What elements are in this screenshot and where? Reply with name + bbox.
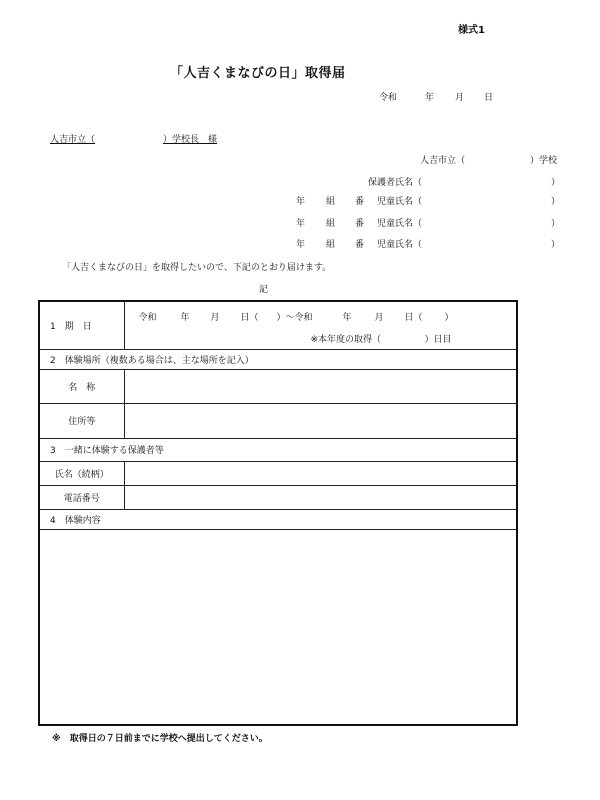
guardian-phone-label: 電話番号 (39, 485, 124, 509)
period-era1: 令和 (138, 313, 157, 323)
child-number: 番 (355, 219, 365, 229)
child-year: 年 (296, 197, 306, 207)
content-section-row (39, 509, 517, 529)
place-name-label: 名 称 (39, 369, 124, 403)
period-c2: ） (444, 313, 454, 323)
addressee-prefix: 人吉市立（ (50, 135, 96, 145)
child-number: 番 (355, 197, 365, 207)
period-y1: 年 (180, 313, 190, 323)
guardian-label: 保護者氏名（ (368, 178, 423, 188)
school-prefix: 人吉市立（ (420, 156, 466, 166)
place-name-input[interactable] (124, 369, 517, 403)
child-close: ） (551, 240, 561, 250)
period-count-prefix: ※本年度の取得（ (310, 335, 382, 345)
application-table (38, 300, 518, 726)
date-year: 年 (425, 93, 435, 103)
child-year: 年 (296, 219, 306, 229)
addressee-suffix: ）学校長 様 (163, 135, 218, 145)
guardian-close: ） (551, 178, 561, 188)
form-number: 様式1 (458, 25, 485, 36)
guardian-section-row (39, 438, 517, 461)
period-label: 1 期 日 (39, 301, 124, 349)
content-section-heading: 4 体験内容 (39, 509, 517, 529)
period-count-suffix: ）日目 (424, 335, 452, 345)
child-year: 年 (296, 240, 306, 250)
addressee (50, 136, 217, 145)
date-day: 日 (484, 93, 494, 103)
place-section-heading: 2 体験場所（複数ある場合は、主な場所を記入） (39, 349, 517, 369)
content-input[interactable] (39, 529, 517, 725)
period-input[interactable] (124, 301, 517, 349)
child-class: 組 (326, 240, 336, 250)
child-close: ） (551, 197, 561, 207)
date-era: 令和 (379, 93, 398, 103)
period-d1: 日（ (240, 313, 259, 323)
child-class: 組 (326, 197, 336, 207)
child-label: 児童氏名（ (377, 240, 423, 250)
page-title: 「人吉くまなびの日」取得届 (170, 66, 346, 81)
period-y2: 年 (342, 313, 352, 323)
ki-label: 記 (259, 285, 269, 295)
school-suffix: ）学校 (530, 156, 558, 166)
content-row (39, 529, 517, 725)
child-label: 児童氏名（ (377, 197, 423, 207)
place-section-row (39, 349, 517, 369)
period-m1: 月 (210, 313, 220, 323)
guardian-phone-row (39, 485, 517, 509)
date-month: 月 (455, 93, 465, 103)
period-row (39, 301, 517, 349)
guardian-name-row (39, 461, 517, 485)
period-m2: 月 (374, 313, 384, 323)
place-name-row (39, 369, 517, 403)
guardian-section-heading: 3 一緒に体験する保護者等 (39, 438, 517, 461)
child-close: ） (551, 219, 561, 229)
child-class: 組 (326, 219, 336, 229)
child-number: 番 (355, 240, 365, 250)
place-address-row (39, 403, 517, 438)
guardian-name-input[interactable] (124, 461, 517, 485)
intro-text: 「人吉くまなびの日」を取得したいので、下記のとおり届けます。 (62, 263, 332, 273)
footnote: ※ 取得日の７日前までに学校へ提出してください。 (52, 734, 268, 744)
guardian-phone-input[interactable] (124, 485, 517, 509)
place-address-label: 住所等 (39, 403, 124, 438)
guardian-name-label: 氏名（続柄） (39, 461, 124, 485)
place-address-input[interactable] (124, 403, 517, 438)
child-label: 児童氏名（ (377, 219, 423, 229)
period-d2: 日（ (404, 313, 423, 323)
period-c1: ）〜令和 (276, 313, 313, 323)
